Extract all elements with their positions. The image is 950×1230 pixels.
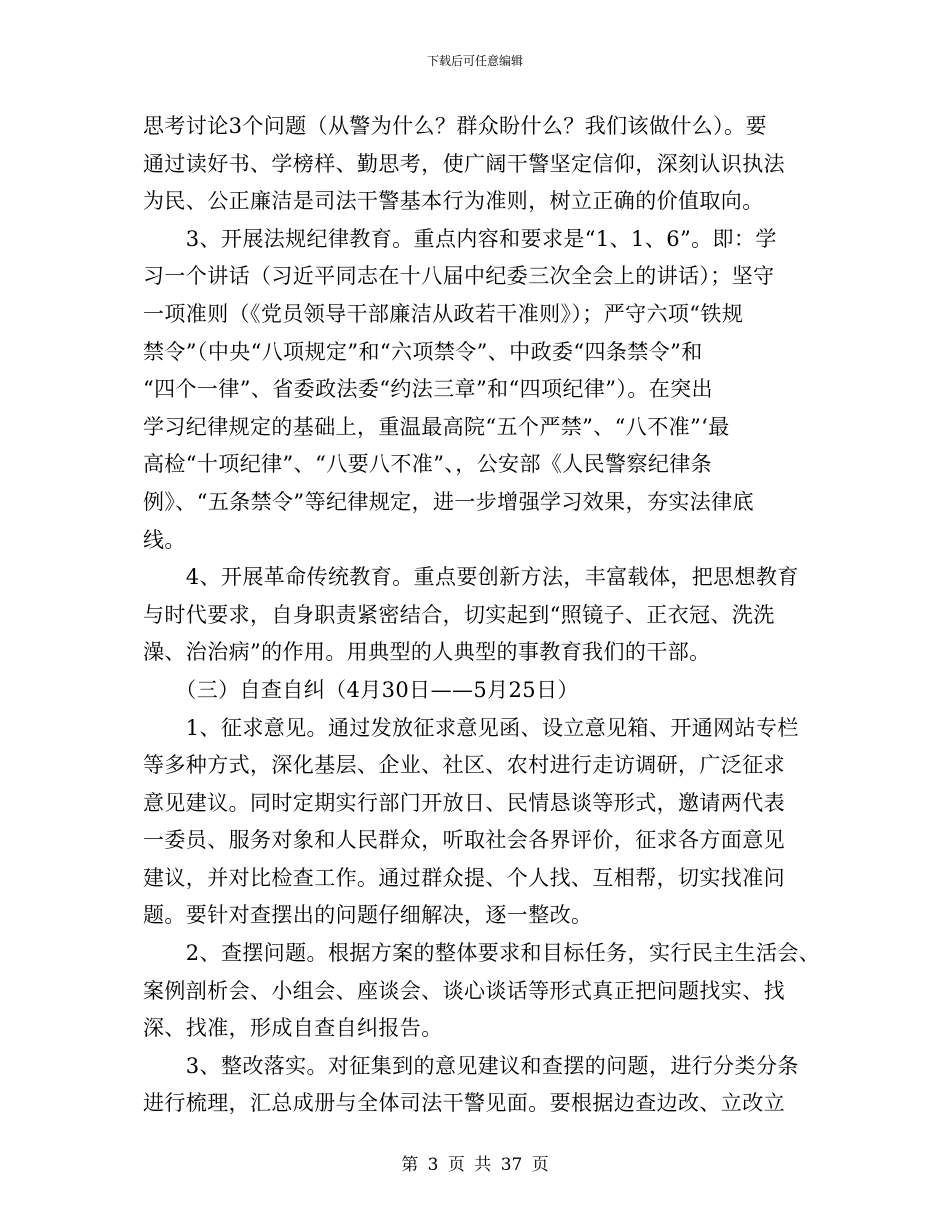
text-line: 例》、“五条禁令”等纪律规定，进一步增强学习效果，夯实法律底 xyxy=(143,489,754,514)
text-line: “四个一律”、省委政法委“约法三章”和“四项纪律”）。在突出 xyxy=(143,377,713,402)
text-line: 3、整改落实。对征集到的意见建议和查摆的问题，进行分类分条 xyxy=(143,1053,799,1078)
text-line: 为民、公正廉洁是司法干警基本行为准则，树立正确的价值取向。 xyxy=(143,189,764,214)
text-line: 题。要针对查摆出的问题仔细解决，逐一整改。 xyxy=(143,903,593,928)
text-line: 学习纪律规定的基础上，重温最高院“五个严禁”、“八不准”‘最 xyxy=(143,414,730,439)
text-line: 案例剖析会、小组会、座谈会、谈心谈话等形式真正把问题找实、找 xyxy=(143,978,785,1003)
document-body xyxy=(143,108,823,1123)
text-line: 线。 xyxy=(143,527,186,552)
text-line: 2、查摆问题。根据方案的整体要求和目标任务，实行民主生活会、 xyxy=(143,941,821,966)
text-line: 建议，并对比检查工作。通过群众提、个人找、互相帮，切实找准问 xyxy=(143,865,785,890)
text-line: 通过读好书、学榜样、勤思考，使广阔干警坚定信仰，深刻认识执法 xyxy=(143,151,785,176)
text-line: 与时代要求，自身职责紧密结合，切实起到“照镜子、正衣冠、洗洗 xyxy=(143,602,775,627)
text-line: 等多种方式，深化基层、企业、社区、农村进行走访调研，广泛征求 xyxy=(143,753,785,778)
page-number-footer: 第 3 页 共 37 页 xyxy=(401,1155,549,1175)
text-line: 一项准则（《党员领导干部廉洁从政若干准则》）；严守六项“铁规 xyxy=(143,301,744,326)
page-header: 下载后可任意编辑 xyxy=(426,54,523,68)
text-line: 澡、治治病”的作用。用典型的人典型的事教育我们的干部。 xyxy=(143,640,711,665)
text-line: 3、开展法规纪律教育。重点内容和要求是“1、1、6”。即：学 xyxy=(143,226,777,251)
text-line: 高检“十项纪律”、“八要八不准”、，公安部《人民警察纪律条 xyxy=(143,452,713,477)
text-line: 习一个讲话（习近平同志在十八届中纪委三次全会上的讲话）；坚守 xyxy=(143,264,775,289)
text-line: 思考讨论3个问题（从警为什么？群众盼什么？我们该做什么）。要 xyxy=(143,114,767,138)
text-line: 进行梳理，汇总成册与全体司法干警见面。要根据边查边改、立改立 xyxy=(143,1091,785,1116)
text-line: 一委员、服务对象和人民群众，听取社会各界评价，征求各方面意见 xyxy=(143,828,785,853)
section-heading: （三）自查自纠（4月30日——5月25日） xyxy=(143,677,579,702)
text-line: 意见建议。同时定期实行部门开放日、民情恳谈等形式，邀请两代表 xyxy=(143,790,785,815)
text-line: 禁令”（中央“八项规定”和“六项禁令”、中政委“四条禁令”和 xyxy=(143,339,703,364)
text-line: 1、征求意见。通过发放征求意见函、设立意见箱、开通网站专栏 xyxy=(143,715,799,740)
text-line: 4、开展革命传统教育。重点要创新方法，丰富载体，把思想教育 xyxy=(143,565,799,590)
text-line: 深、找准，形成自查自纠报告。 xyxy=(143,1016,443,1041)
